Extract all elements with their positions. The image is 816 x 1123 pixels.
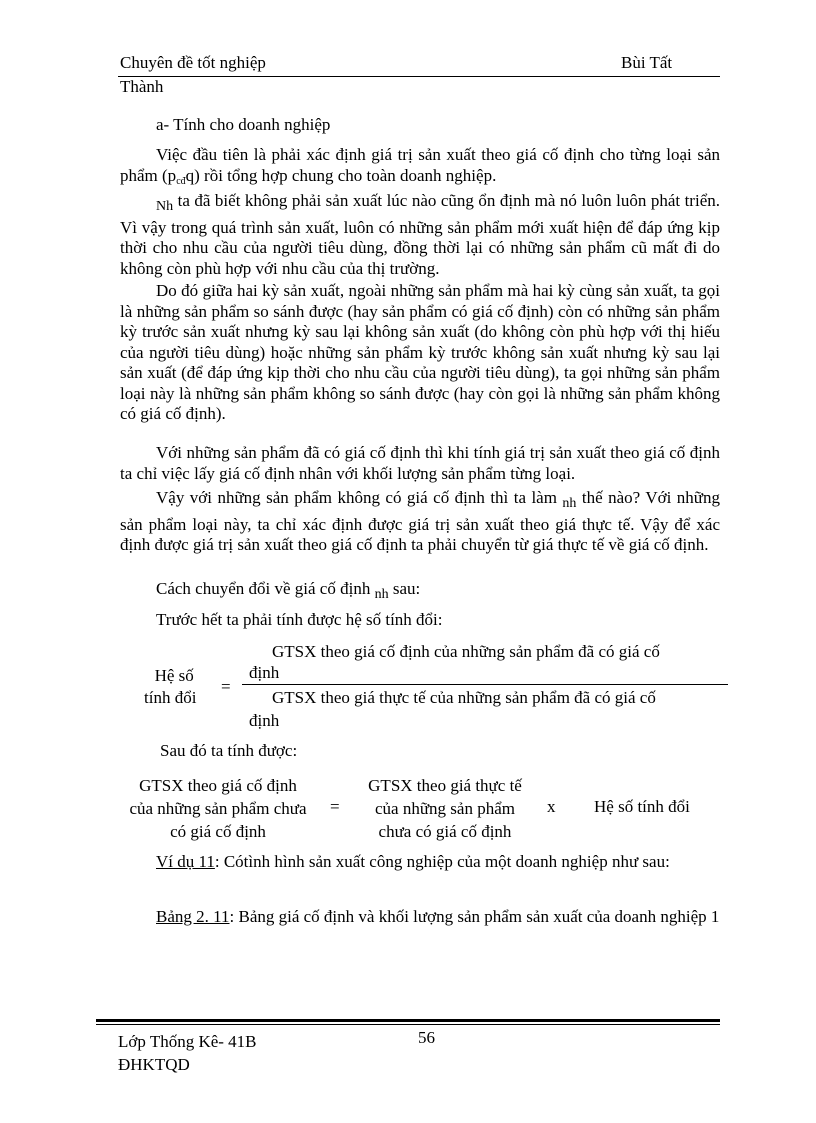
header-right-continued: Thành <box>120 77 164 96</box>
example-label: Ví dụ 11 <box>156 852 215 871</box>
header-left: Chuyên đề tốt nghiệp <box>120 53 266 72</box>
formula1-denominator-cont: định <box>249 711 280 730</box>
formula2-times: x <box>547 797 556 816</box>
header-right: Bùi Tất <box>621 53 673 72</box>
formula2-coefficient: Hệ số tính đổi <box>594 797 690 816</box>
formula1-denominator: GTSX theo giá thực tế của những sản phẩm đã có giá cố <box>272 688 656 707</box>
footer-rule-thick <box>96 1019 720 1022</box>
example-paragraph: Ví dụ 11: Cótình hình sản xuất công nghiệp của một doanh nghiệp như sau: <box>156 852 670 871</box>
formula2-left: GTSX theo giá cố định của những sản phẩm chưa có giá cố định <box>129 776 307 841</box>
table-caption: Bảng 2. 11: Bảng giá cố định và khối lượng sản phẩm sản xuất của doanh nghiệp 1 <box>156 907 720 926</box>
table-label: Bảng 2. 11 <box>156 907 230 926</box>
formula1-numerator-cont: định <box>249 663 280 682</box>
paragraph-6: Cách chuyển đổi về giá cố định $_{nh}$ sau: <box>156 579 421 602</box>
section-title: a- Tính cho doanh nghiệp <box>156 115 331 134</box>
paragraph-3: Do đó giữa hai kỳ sản xuất, ngoài những sản phẩm mà hai kỳ cùng sản xuất, ta gọi là những sản phẩm so sánh được (hay sản phẩm có giá cố định) còn có những sản phẩm kỳ trước sản xuất nhưng kỳ sau lại không sản xuất (do không còn phù hợp với thị hiếu của người tiêu dùng) hoặc những sản phẩm kỳ trước không sản xuất nhưng kỳ sau lại sản xuất (để đáp ứng kịp thời cho nhu cầu của người tiêu dùng), ta gọi những sản phẩm loại này là những sản phẩm không so sánh được (hay còn gọi là những sản phẩm không có giá cố định). <box>120 281 720 423</box>
formula1-lhs: Hệ số tính đổi <box>144 666 197 707</box>
paragraph-5: Vậy với những sản phẩm không có giá cố định thì ta làm $_{nh}$ thế nào? Với những sản phẩm loại này, ta chỉ xác định được giá trị sản xuất theo giá thực tế. Vậy để xác định được giá trị sản xuất theo giá cố định ta phải chuyển từ giá thực tế về giá cố định. <box>120 488 720 554</box>
paragraph-4: Với những sản phẩm đã có giá cố định thì khi tính giá trị sản xuất theo giá cố định ta chỉ việc lấy giá cố định nhân với khối lượng sản phẩm từng loại. <box>120 443 720 483</box>
formula1-equals: = <box>221 677 231 696</box>
footer-left: Lớp Thống Kê- 41B ĐHKTQD <box>118 1032 257 1074</box>
paragraph-7: Trước hết ta phải tính được hệ số tính đổi: <box>156 610 443 629</box>
formula1-numerator: GTSX theo giá cố định của những sản phẩm đã có giá cố <box>272 642 660 661</box>
footer-rule-thin <box>96 1024 720 1025</box>
formula1-fraction-bar <box>242 684 728 685</box>
formula2-equals: = <box>330 797 340 816</box>
paragraph-2: $_{Nh}$ ta đã biết không phải sản xuất lúc nào cũng ổn định mà nó luôn luôn phát triển. Vì vậy trong quá trình sản xuất, luôn có những sản phẩm mới xuất hiện để đáp ứng kịp thời cho nhu cầu của người tiêu dùng, đồng thời lại có những sản phẩm cũ mất đi do không còn phù hợp với nhu cầu của thị trường. <box>120 191 720 278</box>
page-number: 56 <box>418 1028 435 1047</box>
then-text: Sau đó ta tính được: <box>160 741 298 760</box>
paragraph-1: Việc đầu tiên là phải xác định giá trị sản xuất theo giá cố định cho từng loại sản phẩm $(p_{cđ}q)$ rồi tổng hợp chung cho toàn doanh nghiệp. <box>120 145 720 187</box>
formula2-middle: GTSX theo giá thực tế của những sản phẩm chưa có giá cố định <box>368 776 522 841</box>
header-rule <box>118 76 720 77</box>
